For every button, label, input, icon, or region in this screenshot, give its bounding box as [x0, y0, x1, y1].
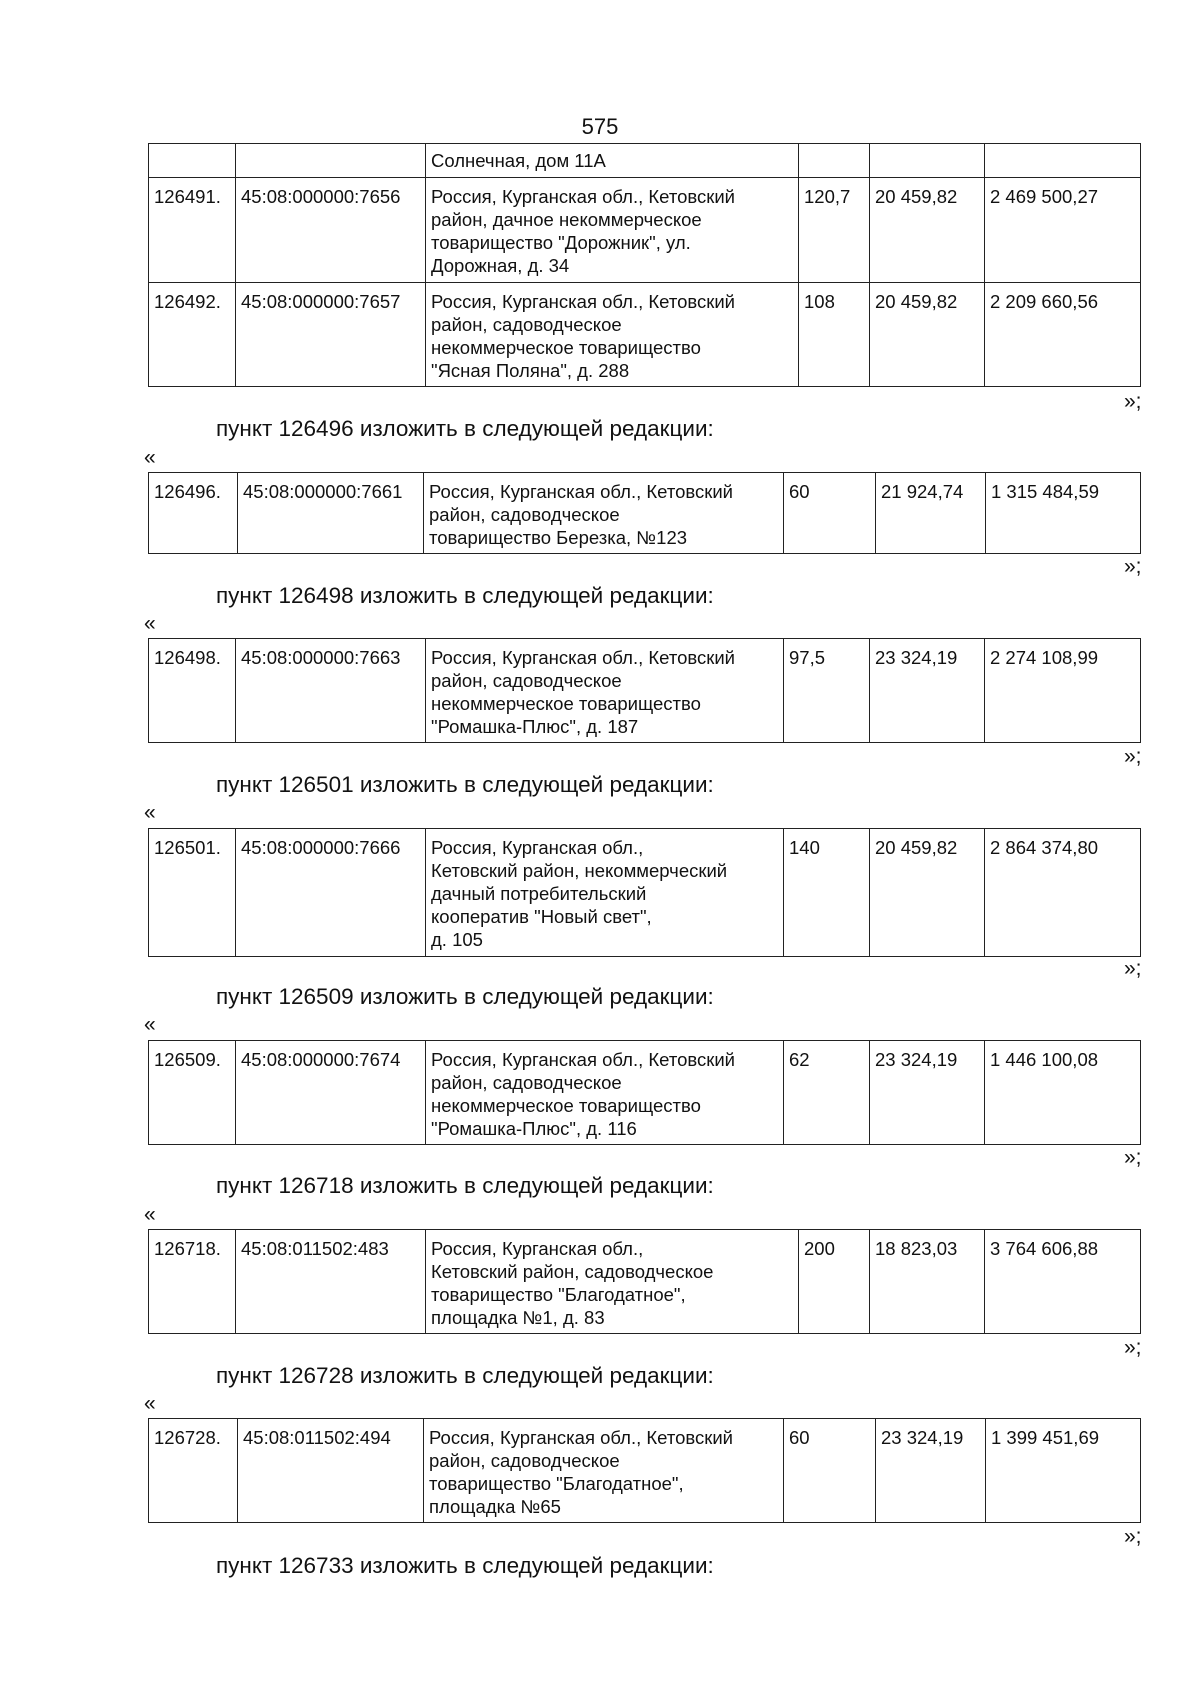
- cell-area: 62: [784, 1041, 870, 1145]
- cell-rate: 20 459,82: [870, 178, 985, 283]
- cell-address: Солнечная, дом 11А: [426, 144, 799, 178]
- cell-rate: 18 823,03: [870, 1230, 985, 1334]
- opening-quote: «: [144, 612, 156, 635]
- cell-address: Россия, Курганская обл., Кетовский район, садоводческое товарищество "Благодатное", площадка №1, д. 83: [426, 1230, 799, 1334]
- amendment-instruction: пункт 126501 изложить в следующей редакции:: [216, 772, 714, 797]
- cell-value: 1 446 100,08: [985, 1041, 1141, 1145]
- cell-num: 126492.: [149, 283, 236, 387]
- cell-cadastral: 45:08:000000:7661: [238, 473, 424, 554]
- cell-rate: 23 324,19: [870, 1041, 985, 1145]
- cell-address: Россия, Курганская обл., Кетовский район, некоммерческий дачный потребительский кооператив "Новый свет", д. 105: [426, 829, 784, 957]
- opening-quote: «: [144, 1203, 156, 1226]
- closing-quote: »;: [1124, 1336, 1142, 1359]
- cell-num: 126718.: [149, 1230, 236, 1334]
- cell-rate: 21 924,74: [876, 473, 986, 554]
- cell-cadastral: 45:08:011502:494: [238, 1419, 424, 1523]
- cell-value: 3 764 606,88: [985, 1230, 1141, 1334]
- cell-area: 200: [799, 1230, 870, 1334]
- cell-address: Россия, Курганская обл., Кетовский район, садоводческое товарищество "Благодатное", площадка №65: [424, 1419, 784, 1523]
- cell-rate: 23 324,19: [870, 639, 985, 743]
- cell-area: 120,7: [799, 178, 870, 283]
- cell-num: 126501.: [149, 829, 236, 957]
- amendment-table: [148, 1229, 1141, 1334]
- table-row: [149, 283, 1141, 387]
- table-row: [149, 1041, 1141, 1145]
- cell-rate: 20 459,82: [870, 829, 985, 957]
- cell-cadastral: 45:08:000000:7656: [236, 178, 426, 283]
- table-row: [149, 829, 1141, 957]
- cell-cadastral: 45:08:000000:7663: [236, 639, 426, 743]
- cell-cadastral: 45:08:000000:7674: [236, 1041, 426, 1145]
- closing-quote: »;: [1124, 555, 1142, 578]
- amendment-table: [148, 472, 1141, 554]
- cell-cadastral: [236, 144, 426, 178]
- cell-rate: 20 459,82: [870, 283, 985, 387]
- amendment-instruction: пункт 126509 изложить в следующей редакции:: [216, 984, 714, 1009]
- cell-value: 2 274 108,99: [985, 639, 1141, 743]
- table-row: [149, 144, 1141, 178]
- table-row: [149, 473, 1141, 554]
- cell-value: 2 469 500,27: [985, 178, 1141, 283]
- amendment-table: [148, 1040, 1141, 1145]
- cell-num: [149, 144, 236, 178]
- cell-value: [985, 144, 1141, 178]
- cell-area: 97,5: [784, 639, 870, 743]
- opening-quote: «: [144, 801, 156, 824]
- cell-address: Россия, Курганская обл., Кетовский район, дачное некоммерческое товарищество "Дорожник", ул. Дорожная, д. 34: [426, 178, 799, 283]
- cell-num: 126498.: [149, 639, 236, 743]
- cell-address: Россия, Курганская обл., Кетовский район, садоводческое некоммерческое товарищество "Ромашка-Плюс", д. 116: [426, 1041, 784, 1145]
- table-row: [149, 639, 1141, 743]
- cell-cadastral: 45:08:011502:483: [236, 1230, 426, 1334]
- amendment-instruction: пункт 126498 изложить в следующей редакции:: [216, 583, 714, 608]
- cell-area: 140: [784, 829, 870, 957]
- cell-address: Россия, Курганская обл., Кетовский район, садоводческое некоммерческое товарищество "Ясная Поляна", д. 288: [426, 283, 799, 387]
- amendment-table: [148, 828, 1141, 957]
- cell-cadastral: 45:08:000000:7657: [236, 283, 426, 387]
- closing-quote: »;: [1124, 1146, 1142, 1169]
- cell-value: 1 399 451,69: [986, 1419, 1141, 1523]
- opening-quote: «: [144, 1013, 156, 1036]
- amendment-instruction: пункт 126496 изложить в следующей редакции:: [216, 416, 714, 441]
- cell-address: Россия, Курганская обл., Кетовский район, садоводческое некоммерческое товарищество "Ромашка-Плюс", д. 187: [426, 639, 784, 743]
- cell-num: 126496.: [149, 473, 238, 554]
- cell-cadastral: 45:08:000000:7666: [236, 829, 426, 957]
- cell-value: 2 864 374,80: [985, 829, 1141, 957]
- cell-rate: [870, 144, 985, 178]
- cell-num: 126491.: [149, 178, 236, 283]
- opening-quote: «: [144, 1392, 156, 1415]
- cell-area: 108: [799, 283, 870, 387]
- closing-quote: »;: [1124, 957, 1142, 980]
- table-row: [149, 178, 1141, 283]
- cell-value: 2 209 660,56: [985, 283, 1141, 387]
- amendment-instruction: пункт 126733 изложить в следующей редакции:: [216, 1553, 714, 1578]
- cell-num: 126728.: [149, 1419, 238, 1523]
- amendment-table: [148, 638, 1141, 743]
- cell-rate: 23 324,19: [876, 1419, 986, 1523]
- opening-quote: «: [144, 446, 156, 469]
- cell-value: 1 315 484,59: [986, 473, 1141, 554]
- amendment-instruction: пункт 126728 изложить в следующей редакции:: [216, 1363, 714, 1388]
- cell-area: 60: [784, 1419, 876, 1523]
- table-row: [149, 1419, 1141, 1523]
- cell-address: Россия, Курганская обл., Кетовский район, садоводческое товарищество Березка, №123: [424, 473, 784, 554]
- cell-area: [799, 144, 870, 178]
- amendment-table: [148, 1418, 1141, 1523]
- cell-num: 126509.: [149, 1041, 236, 1145]
- amendment-instruction: пункт 126718 изложить в следующей редакции:: [216, 1173, 714, 1198]
- table-row: [149, 1230, 1141, 1334]
- page-number: 575: [581, 114, 619, 139]
- top-table: [148, 143, 1141, 387]
- closing-quote: »;: [1124, 390, 1142, 413]
- cell-area: 60: [784, 473, 876, 554]
- closing-quote: »;: [1124, 745, 1142, 768]
- closing-quote: »;: [1124, 1525, 1142, 1548]
